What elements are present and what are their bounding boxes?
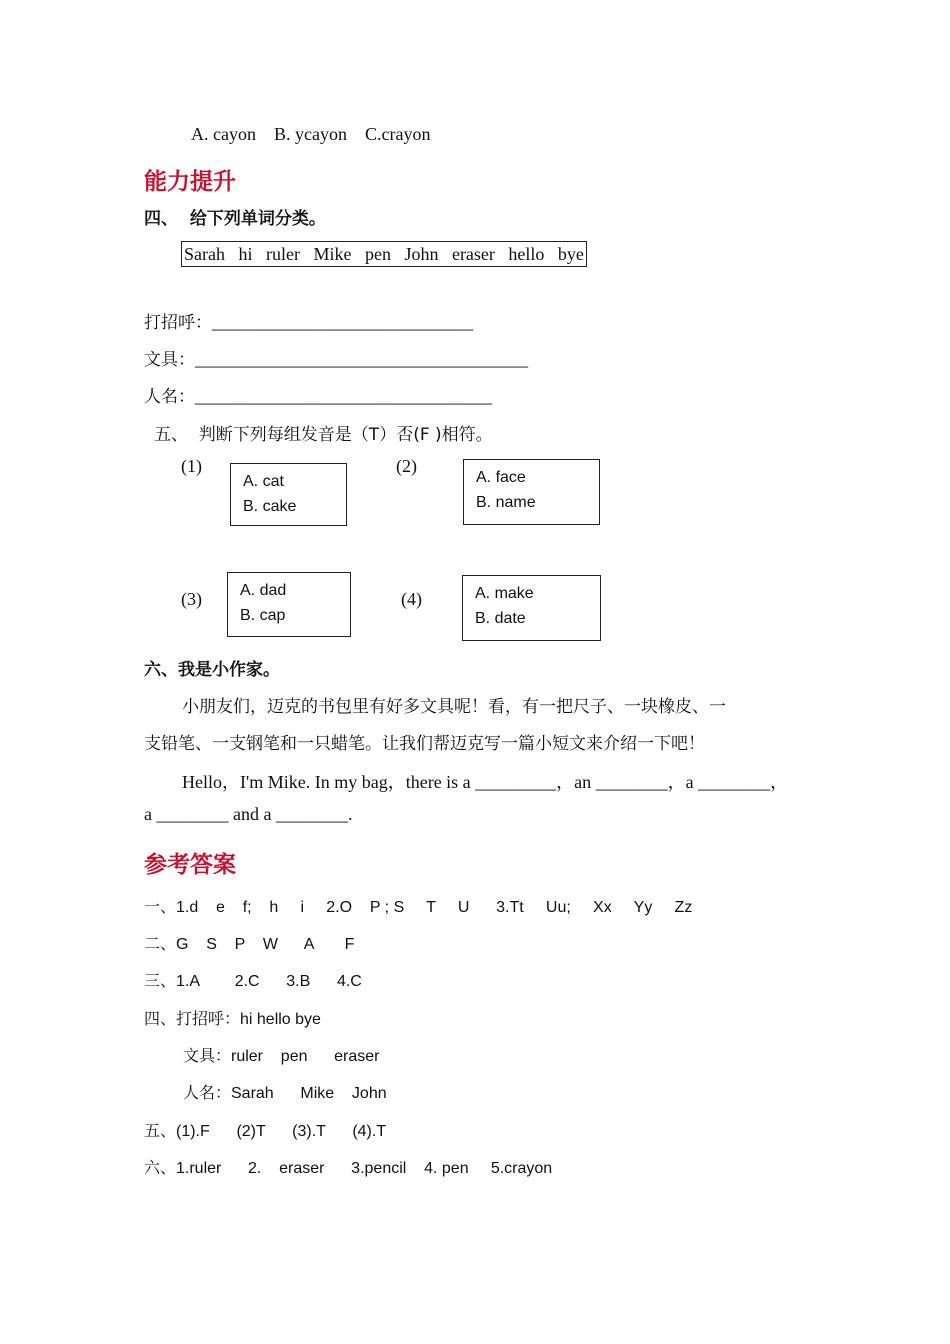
greet-blank[interactable]: _____________________________ <box>212 312 473 332</box>
q6-writing-line-2[interactable]: a ________ and a ________. <box>144 804 353 824</box>
option-b: B. cap <box>240 607 286 624</box>
option-b: B. date <box>475 610 526 627</box>
q3-options: A. cayon B. ycayon C.crayon <box>191 124 431 144</box>
sound-box-1 <box>230 463 347 526</box>
sound-box-4 <box>462 575 601 641</box>
option-a: A. dad <box>240 582 287 599</box>
answer-line-1: 一、1.d e f; h i 2.O P ; S T U 3.Tt Uu; Xx Yy Zz <box>144 899 693 916</box>
word-list-box <box>181 241 587 267</box>
greet-row <box>144 308 473 333</box>
option-a: A. cat <box>243 473 284 490</box>
word-list: Sarah hi ruler Mike pen John eraser hello bye <box>184 244 584 264</box>
stationery-row <box>144 345 528 370</box>
stationery-blank[interactable]: _____________________________________ <box>195 349 528 369</box>
names-label: 人名： <box>144 387 195 407</box>
item-number-2: (2) <box>396 456 417 476</box>
answer-line-4: 四、打招呼：hi hello bye <box>144 1011 321 1028</box>
item-number-4: (4) <box>401 589 422 609</box>
option-b: B. name <box>476 494 536 511</box>
section-title: 能力提升 <box>144 169 236 195</box>
option-a: A. make <box>475 585 534 602</box>
answer-line-8: 六、1.ruler 2. eraser 3.pencil 4. pen 5.crayon <box>144 1160 553 1177</box>
option-a: A. face <box>476 469 526 486</box>
names-row <box>144 382 492 407</box>
answer-line-3: 三、1.A 2.C 3.B 4.C <box>144 973 362 990</box>
q6-title: 六、我是小作家。 <box>144 660 280 680</box>
answer-line-6: 人名：Sarah Mike John <box>183 1085 387 1102</box>
item-number-1: (1) <box>181 456 202 476</box>
q6-writing-line-1[interactable]: Hello，I'm Mike. In my bag，there is a _________，an ________，a ________， <box>182 772 789 792</box>
answer-line-2: 二、G S P W A F <box>144 936 355 953</box>
answer-line-7: 五、(1).F (2)T (3).T (4).T <box>144 1123 387 1140</box>
names-blank[interactable]: _________________________________ <box>195 386 492 406</box>
q5-title: 五、 判断下列每组发音是（T）否(F )相符。 <box>154 425 493 445</box>
greet-label: 打招呼： <box>144 313 212 333</box>
sound-box-3 <box>227 572 351 637</box>
item-number-3: (3) <box>181 589 202 609</box>
answers-title: 参考答案 <box>144 852 236 878</box>
q4-title: 四、 给下列单词分类。 <box>144 209 326 229</box>
q6-paragraph-line-2: 支铅笔、一支钢笔和一只蜡笔。让我们帮迈克写一篇小短文来介绍一下吧！ <box>144 734 705 754</box>
option-b: B. cake <box>243 498 297 515</box>
q6-paragraph-line-1: 小朋友们，迈克的书包里有好多文具呢！看，有一把尺子、一块橡皮、一 <box>182 697 726 717</box>
sound-box-2 <box>463 459 600 525</box>
answer-line-5: 文具：ruler pen eraser <box>183 1048 380 1065</box>
stationery-label: 文具： <box>144 350 195 370</box>
